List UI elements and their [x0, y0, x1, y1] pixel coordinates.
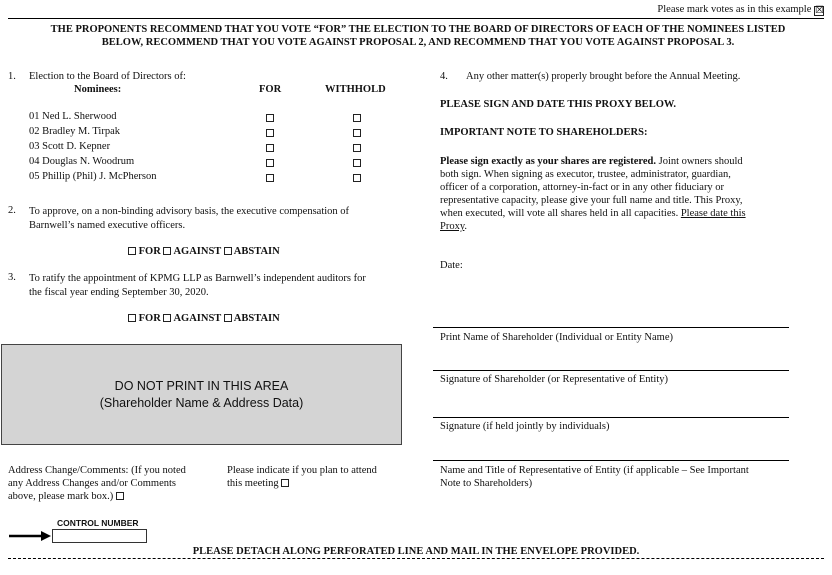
proposal-2-against-label: AGAINST: [173, 246, 222, 257]
address-change-line-1: Address Change/Comments: (If you noted: [8, 465, 186, 476]
address-change-line-3: above, please mark box.): [8, 491, 114, 502]
print-name-label: Print Name of Shareholder (Individual or Entity Name): [440, 332, 673, 343]
example-checked-box-icon: ☒: [815, 5, 824, 16]
arrow-right-icon: [9, 530, 51, 542]
header-line-1: THE PROPONENTS RECOMMEND THAT YOU VOTE “FOR” THE ELECTION TO THE BOARD OF DIRECTORS OF EACH OF THE NOMINEES LISTED: [50, 24, 786, 35]
proposal-3-abstain-label: ABSTAIN: [233, 313, 280, 324]
proposal-3-abstain-checkbox[interactable]: [224, 314, 232, 322]
nominee-1-for-checkbox[interactable]: [266, 114, 274, 122]
proposal-2-number: 2.: [8, 205, 16, 216]
nominee-3-withhold-checkbox[interactable]: [353, 144, 361, 152]
date-label: Date:: [440, 260, 463, 271]
mark-example-text: Please mark votes as in this example: [657, 4, 812, 15]
proposal-2-line-1: To approve, on a non-binding advisory basis, the executive compensation of: [29, 206, 350, 217]
detach-instruction: [0, 546, 832, 557]
proposal-1-title: Election to the Board of Directors of:: [29, 71, 186, 82]
header-rule: [8, 18, 824, 19]
address-change-checkbox[interactable]: [116, 492, 124, 500]
attend-line-2: this meeting: [227, 478, 279, 489]
nominee-2-withhold-checkbox[interactable]: [353, 129, 361, 137]
representative-label-line-1: Name and Title of Representative of Entity (if applicable – See Important: [440, 465, 749, 476]
proposal-1-number: 1.: [8, 71, 16, 82]
attend-meeting-block: [227, 464, 377, 490]
nominee-1-withhold-checkbox[interactable]: [353, 114, 361, 122]
representative-label-line-2: Note to Shareholders): [440, 478, 533, 489]
proposal-3-against-checkbox[interactable]: [163, 314, 171, 322]
proposal-2-abstain-label: ABSTAIN: [233, 246, 280, 257]
nominee-3: 03 Scott D. Kepner: [29, 141, 111, 152]
proposal-2-for-checkbox[interactable]: [128, 247, 136, 255]
mark-example-note: [657, 4, 824, 16]
proposal-2-text: [29, 205, 349, 233]
nominees-label: Nominees:: [74, 84, 122, 95]
instructions-line-2: both sign. When signing as executor, trustee, administrator, guardian,: [440, 169, 731, 180]
print-area-line-1: DO NOT PRINT IN THIS AREA: [114, 379, 289, 393]
proposal-2-against-checkbox[interactable]: [163, 247, 171, 255]
nominee-5: 05 Phillip (Phil) J. McPherson: [29, 171, 157, 182]
perforated-line: [8, 558, 824, 559]
address-change-block: [8, 464, 186, 503]
recommendation-header: [8, 23, 828, 49]
nominee-4: 04 Douglas N. Woodrum: [29, 156, 135, 167]
proposal-3-text: [29, 272, 366, 300]
representative-label: [440, 464, 749, 490]
instructions-line-4: representative capacity, please give your full name and title. This Proxy,: [440, 195, 743, 206]
nominee-3-for-checkbox[interactable]: [266, 144, 274, 152]
proposal-4-text: Any other matter(s) properly brought before the Annual Meeting.: [466, 71, 741, 82]
proposal-2-for-label: FOR: [138, 246, 161, 257]
representative-line[interactable]: [433, 460, 789, 461]
control-number-field[interactable]: [52, 529, 147, 543]
nominee-2: 02 Bradley M. Tirpak: [29, 126, 121, 137]
proposal-2-options: [128, 246, 280, 257]
proposal-4-number: 4.: [440, 71, 448, 82]
instructions-period: .: [464, 221, 468, 232]
nominee-2-for-checkbox[interactable]: [266, 129, 274, 137]
proposal-3-line-1: To ratify the appointment of KPMG LLP as Barnwell’s independent auditors for: [29, 273, 366, 284]
proposal-3-line-2: the fiscal year ending September 30, 2020.: [29, 287, 209, 298]
address-change-line-2: any Address Changes and/or Comments: [8, 478, 176, 489]
proposal-3-options: [128, 313, 280, 324]
nominee-5-withhold-checkbox[interactable]: [353, 174, 361, 182]
instructions-line-3: officer of a corporation, attorney-in-fact or in any other fiduciary or: [440, 182, 725, 193]
instructions-bold-lead: Please sign exactly as your shares are registered.: [440, 156, 656, 167]
nominee-1: 01 Ned L. Sherwood: [29, 111, 117, 122]
control-number-label: CONTROL NUMBER: [57, 518, 139, 528]
signing-instructions: [440, 155, 746, 233]
sign-heading: PLEASE SIGN AND DATE THIS PROXY BELOW.: [440, 99, 677, 110]
attend-meeting-checkbox[interactable]: [281, 479, 289, 487]
signature-joint-line[interactable]: [433, 417, 789, 418]
withhold-column-label: WITHHOLD: [325, 84, 386, 95]
proposal-3-for-label: FOR: [138, 313, 161, 324]
signature-joint-label: Signature (if held jointly by individuals): [440, 421, 610, 432]
instructions-proxy-note: Proxy: [440, 221, 465, 232]
header-line-2: BELOW, RECOMMEND THAT YOU VOTE AGAINST PROPOSAL 2, AND RECOMMEND THAT YOU VOTE AGAINST PROPOSAL 3.: [101, 37, 735, 48]
signature-shareholder-line[interactable]: [433, 370, 789, 371]
nominee-4-for-checkbox[interactable]: [266, 159, 274, 167]
important-heading: IMPORTANT NOTE TO SHAREHOLDERS:: [440, 127, 648, 138]
detach-instruction-text: PLEASE DETACH ALONG PERFORATED LINE AND MAIL IN THE ENVELOPE PROVIDED.: [187, 546, 646, 557]
nominee-4-withhold-checkbox[interactable]: [353, 159, 361, 167]
instructions-date-note: Please date this: [680, 208, 746, 219]
proposal-3-number: 3.: [8, 272, 16, 283]
attend-line-1: Please indicate if you plan to attend: [227, 465, 377, 476]
signature-shareholder-label: Signature of Shareholder (or Representative of Entity): [440, 374, 669, 385]
print-name-line[interactable]: [433, 327, 789, 328]
nominee-5-for-checkbox[interactable]: [266, 174, 274, 182]
proposal-3-for-checkbox[interactable]: [128, 314, 136, 322]
instructions-line-5: when executed, will vote all shares held in all capacities.: [440, 208, 679, 219]
proposal-2-abstain-checkbox[interactable]: [224, 247, 232, 255]
proposal-3-against-label: AGAINST: [173, 313, 222, 324]
for-column-label: FOR: [259, 84, 282, 95]
print-area-line-2: (Shareholder Name & Address Data): [99, 396, 304, 410]
do-not-print-area: [1, 344, 402, 445]
proposal-2-line-2: Barnwell’s named executive officers.: [29, 220, 186, 231]
instructions-line-1: Joint owners should: [656, 156, 743, 167]
